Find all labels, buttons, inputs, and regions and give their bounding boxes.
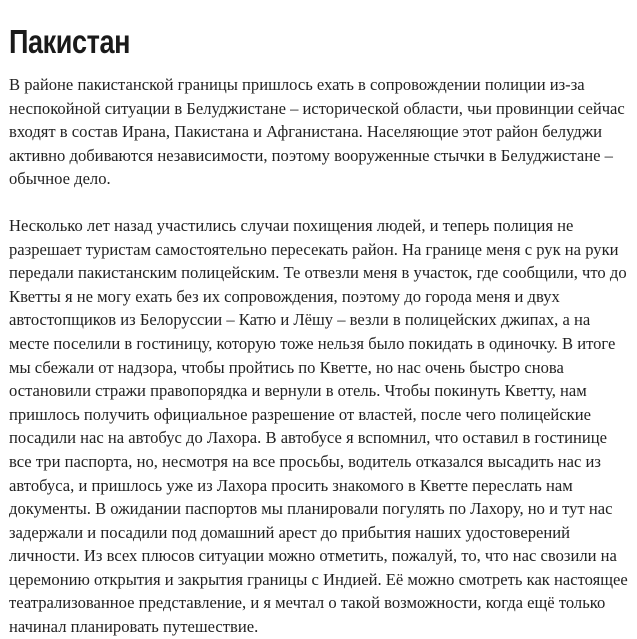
article-title: Пакистан: [9, 23, 131, 60]
article-paragraph-1: В районе пакистанской границы пришлось ехать в сопровождении полиции из-за неспокойной ситуации в Белуджистане – исторической области, чьи провинции сейчас входят в состав Ирана, Пакистана и Афганистана. Населяющие этот район белуджи активно добиваются независимости, поэтому вооруженные стычки в Белуджистане – обычное дело.: [9, 75, 625, 189]
article: [9, 0, 631, 639]
article-paragraph-2: Несколько лет назад участились случаи похищения людей, и теперь полиция не разрешает туристам самостоятельно пересекать район. На границе меня с рук на руки передали пакистанским полицейским. Те отвезли меня в участок, где сообщили, что до Кветты я не могу ехать без их сопровождения, поэтому до города меня и двух автостопщиков из Белоруссии – Катю и Лёшу – везли в полицейских джипах, а на месте поселили в гостиницу, которую тоже нельзя было покидать в одиночку. В итоге мы сбежали от надзора, чтобы пройтись по Кветте, но нас очень быстро снова остановили стражи правопорядка и вернули в отель. Чтобы покинуть Кветту, нам пришлось получить официальное разрешение от властей, после чего полицейские посадили нас на автобус до Лахора. В автобусе я вспомнил, что оставил в гостинице все три паспорта, но, несмотря на все просьбы, водитель отказался высадить нас из автобуса, и пришлось уже из Лахора просить знакомого в Кветте переслать нам документы. В ожидании паспортов мы планировали погулять по Лахору, но и тут нас задержали и посадили под домашний арест до прибытия наших удостоверений личности. Из всех плюсов ситуации можно отметить, пожалуй, то, что нас свозили на церемонию открытия и закрытия границы с Индией. Её можно смотреть как настоящее театрализованное представление, и я мечтал о такой возможности, когда ещё только начинал планировать путешествие.: [9, 215, 628, 637]
